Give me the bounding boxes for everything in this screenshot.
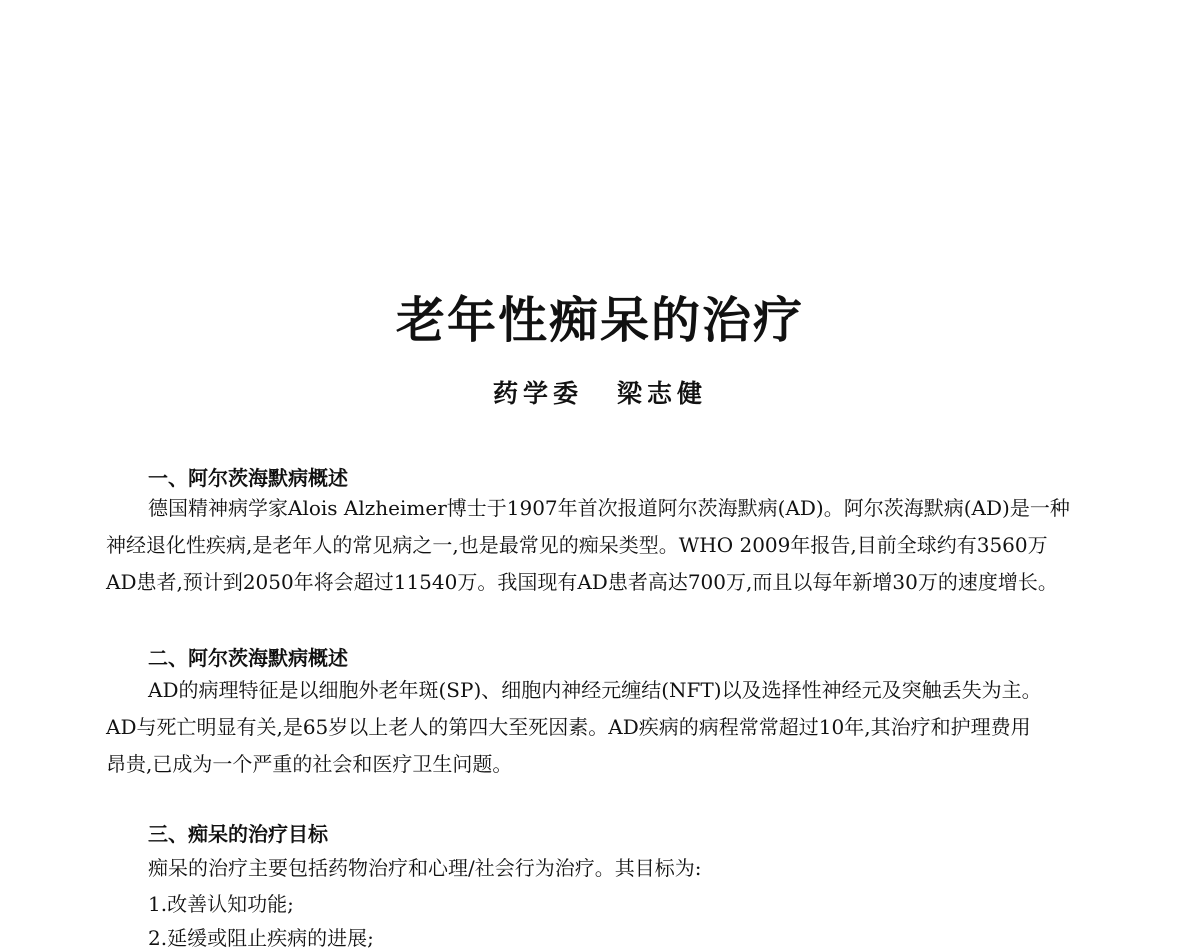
- paragraph-line: 神经退化性疾病,是老年人的常见病之一,也是最常见的痴呆类型。WHO 2009年报告,目前全球约有3560万: [106, 533, 1048, 557]
- section-heading-2: 二、阿尔茨海默病概述: [148, 646, 348, 670]
- paragraph-line: AD的病理特征是以细胞外老年斑(SP)、细胞内神经元缠结(NFT)以及选择性神经元及突触丢失为主。: [148, 678, 1042, 702]
- section-paragraph-2: [106, 672, 1088, 783]
- paragraph-line: 昂贵,已成为一个严重的社会和医疗卫生问题。: [106, 752, 513, 776]
- list-item: 1.改善认知功能;: [148, 892, 294, 916]
- list-item: 2.延缓或阻止疾病的进展;: [148, 926, 374, 950]
- author-line: [0, 374, 1200, 410]
- paragraph-line: 德国精神病学家Alois Alzheimer博士于1907年首次报道阿尔茨海默病(AD)。阿尔茨海默病(AD)是一种: [148, 496, 1070, 520]
- paragraph-line: AD患者,预计到2050年将会超过11540万。我国现有AD患者高达700万,而且以每年新增30万的速度增长。: [106, 570, 1058, 594]
- section-heading-1: 一、阿尔茨海默病概述: [148, 466, 348, 490]
- document-title: 老年性痴呆的治疗: [395, 291, 804, 349]
- author-organization: 药学委: [492, 379, 583, 408]
- paragraph-line: AD与死亡明显有关,是65岁以上老人的第四大至死因素。AD疾病的病程常常超过10年,其治疗和护理费用: [106, 715, 1031, 739]
- section-intro: 痴呆的治疗主要包括药物治疗和心理/社会行为治疗。其目标为:: [148, 856, 702, 880]
- author-name: 梁志健: [617, 379, 708, 408]
- section-heading-3: 三、痴呆的治疗目标: [148, 822, 328, 846]
- section-paragraph-1: [106, 490, 1088, 601]
